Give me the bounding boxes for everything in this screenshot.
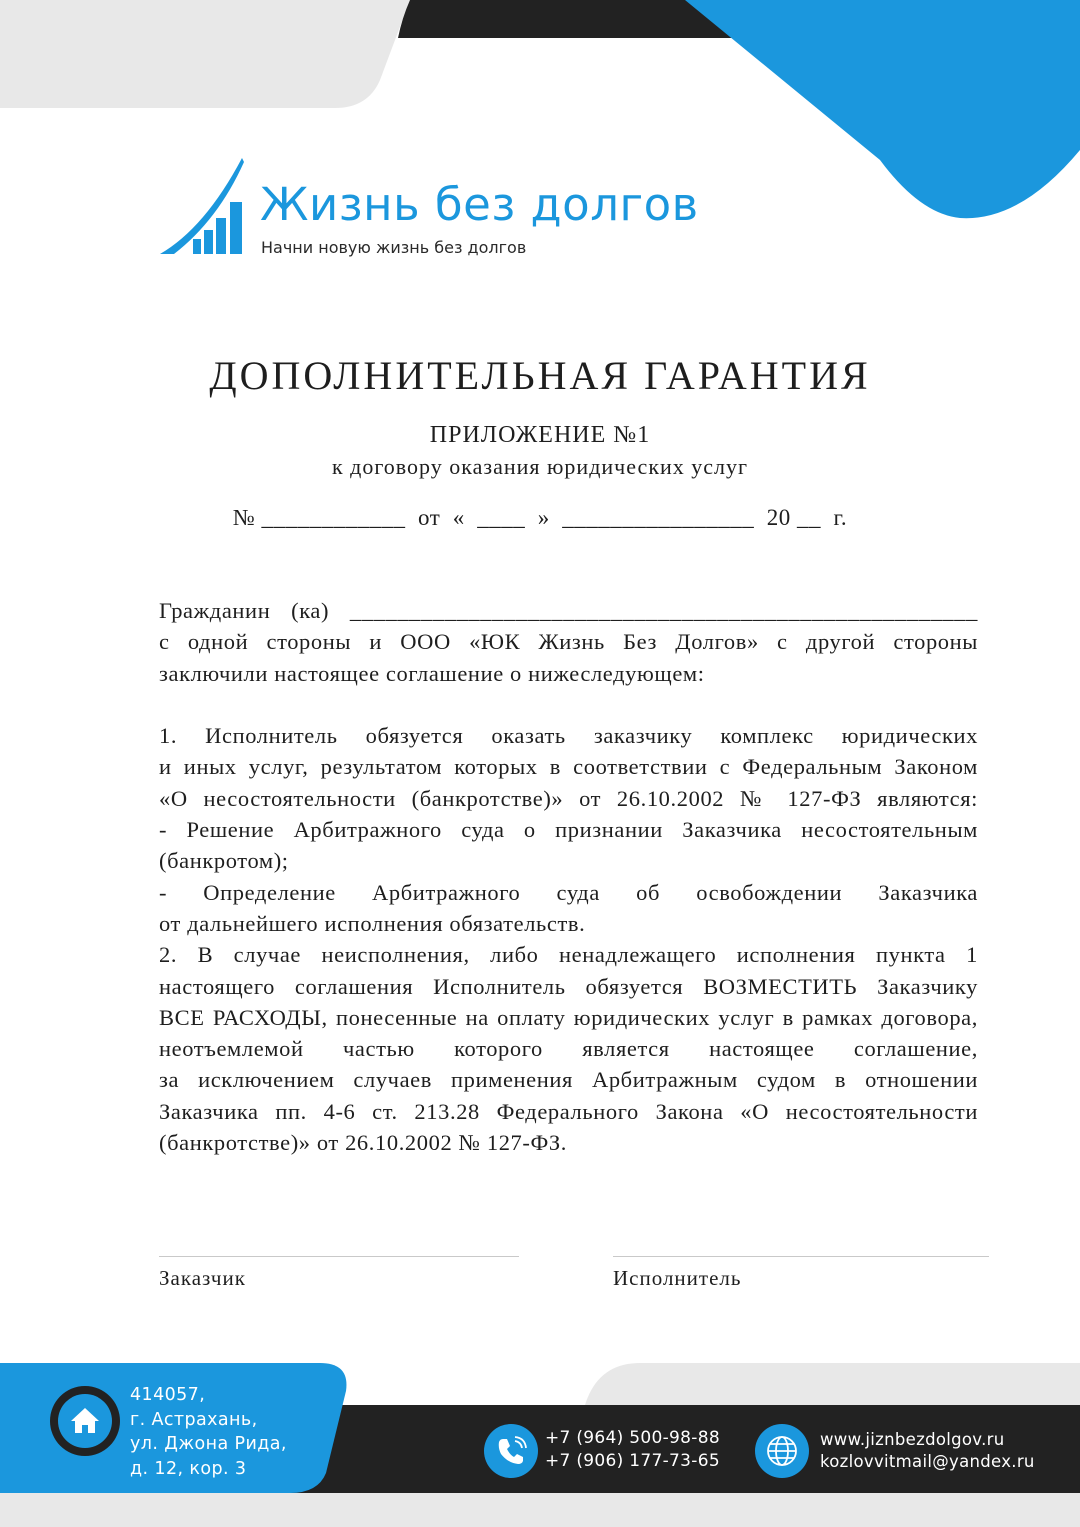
- body-line: 1. Исполнитель обязуется оказать заказчику комплекс юридических: [159, 723, 978, 749]
- body-line: с одной стороны и ООО «ЮК Жизнь Без Долгов» с другой стороны: [159, 629, 978, 655]
- body-line: - Определение Арбитражного суда об освобождении Заказчика: [159, 879, 978, 905]
- footer-contacts: [820, 1429, 1035, 1473]
- body-line: - Решение Арбитражного суда о признании Заказчика несостоятельным: [159, 817, 978, 843]
- document-title: ДОПОЛНИТЕЛЬНАЯ ГАРАНТИЯ: [209, 353, 871, 398]
- body-line: настоящего соглашения Исполнитель обязуется ВОЗМЕСТИТЬ Заказчику: [159, 973, 978, 999]
- document-subtitle: ПРИЛОЖЕНИЕ №1: [429, 422, 651, 448]
- growth-chart-icon: [160, 158, 244, 256]
- website-link[interactable]: www.jiznbezdolgov.ru: [820, 1430, 1005, 1449]
- body-line: заключили настоящее соглашение о нижеследующем:: [159, 660, 705, 686]
- phone-icon: [484, 1424, 538, 1478]
- header-gray-shape: [0, 0, 410, 108]
- executor-signature-label: Исполнитель: [613, 1266, 742, 1290]
- citizen-line: [159, 595, 978, 626]
- body-line: и иных услуг, результатом которых в соответствии с Федеральным Законом: [159, 754, 978, 780]
- body-line: 2. В случае неисполнения, либо ненадлежащего исполнения пункта 1: [159, 942, 978, 968]
- body-line: за исключением случаев применения Арбитражным судом в отношении: [159, 1067, 978, 1093]
- address-line: ул. Джона Рида,: [130, 1434, 287, 1454]
- contract-number-line: № ____________ от « ____ » ________________ 20 __ г.: [232, 505, 848, 530]
- address-line: д. 12, кор. 3: [130, 1458, 247, 1479]
- body-line: Заказчика пп. 4-6 ст. 213.28 Федерального Закона «О несостоятельности: [159, 1098, 978, 1124]
- customer-signature-line: [159, 1256, 519, 1257]
- company-logo: [160, 158, 720, 262]
- body-line: (банкротом);: [159, 848, 289, 874]
- address-line: г. Астрахань,: [130, 1409, 258, 1430]
- body-line: ВСЕ РАСХОДЫ, понесенные на оплату юридических услуг в рамках договора,: [159, 1004, 978, 1030]
- agreement-body: [159, 595, 978, 1158]
- citizen-blank: _____________________________________________________: [349, 598, 978, 623]
- citizen-label: Гражданин (ка): [159, 598, 330, 623]
- footer-gray-strip: [0, 1493, 1080, 1527]
- email-link[interactable]: kozlovvitmail@yandex.ru: [820, 1452, 1035, 1471]
- body-line: неотъемлемой частью которого является настоящее соглашение,: [159, 1036, 978, 1062]
- executor-signature-line: [613, 1256, 989, 1257]
- customer-signature-label: Заказчик: [159, 1266, 246, 1290]
- header-blue-shape: [685, 0, 1080, 218]
- phone-number[interactable]: +7 (906) 177-73-65: [545, 1451, 720, 1471]
- document-subtitle-contract: к договору оказания юридических услуг: [331, 454, 749, 479]
- logo-tagline: Начни новую жизнь без долгов: [261, 238, 527, 257]
- footer-phones: [545, 1427, 720, 1473]
- home-icon: [58, 1394, 112, 1448]
- globe-icon: [755, 1424, 809, 1478]
- logo-title: Жизнь без долгов: [260, 178, 699, 231]
- footer-address: [130, 1383, 287, 1481]
- address-line: 414057,: [130, 1385, 206, 1405]
- body-line: (банкротстве)» от 26.10.2002 № 127-ФЗ.: [159, 1130, 567, 1156]
- body-line: «О несостоятельности (банкротстве)» от 26.10.2002 № 127-ФЗ являются:: [159, 785, 978, 811]
- body-line: от дальнейшего исполнения обязательств.: [159, 910, 586, 936]
- phone-number[interactable]: +7 (964) 500-98-88: [545, 1428, 720, 1448]
